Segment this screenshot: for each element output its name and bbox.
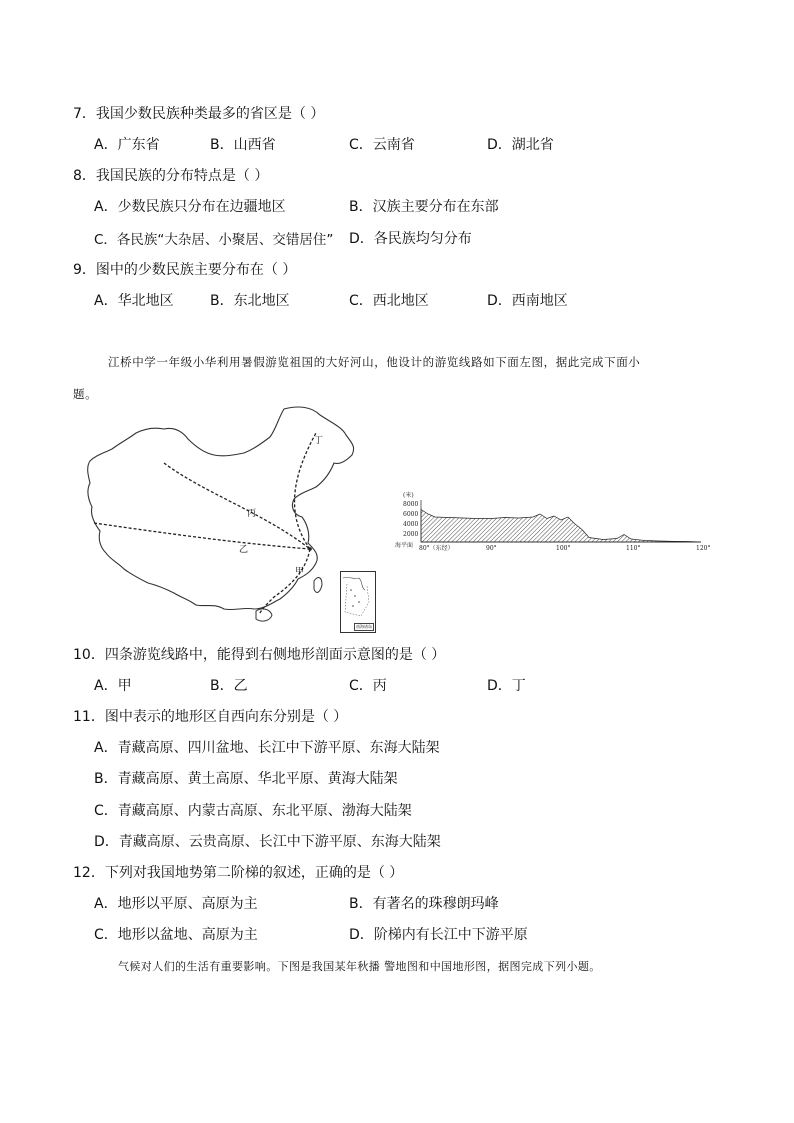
terrain-profile-svg [393, 490, 713, 552]
profile-baseline-label: 海平面 [395, 542, 414, 549]
taiwan-island [314, 578, 322, 593]
south-china-sea-inset [340, 571, 376, 633]
question-8-option-c: C．各民族“大杂居、小聚居、交错居住” [94, 232, 334, 248]
inset-island-dot [354, 595, 356, 597]
inset-coastline [343, 577, 365, 590]
profile-x-tick: 90° [486, 545, 497, 552]
terrain-profile [393, 490, 713, 552]
route-origin-point [308, 547, 312, 551]
question-7-option-a: A．广东省 [94, 137, 160, 153]
inset-islands-svg [341, 572, 375, 620]
inset-border-dashes [345, 584, 369, 616]
passage-1-line-2: 题。 [73, 387, 98, 401]
question-12-option-b: B．有著名的珠穆朗玛峰 [349, 896, 499, 912]
question-10-option-d: D．丁 [487, 678, 526, 694]
profile-x-tick: 80°（东经） [419, 545, 454, 552]
inset-caption: 南海诸岛 [356, 624, 372, 629]
question-11-option-c: C．青藏高原、内蒙古高原、东北平原、渤海大陆架 [94, 803, 412, 819]
question-8-option-d: D．各民族均匀分布 [349, 231, 472, 247]
question-10-option-b: B．乙 [210, 678, 248, 694]
question-10-option-a: A．甲 [94, 678, 132, 694]
question-7-stem: 7．我国少数民族种类最多的省区是（ ） [73, 106, 325, 122]
question-8-option-b: B．汉族主要分布在东部 [349, 199, 499, 215]
passage-1-line-1: 江桥中学一年级小华利用暑假游览祖国的大好河山，他设计的游览线路如下面左图，据此完成下面小 [108, 355, 641, 369]
question-12-option-a: A．地形以平原、高原为主 [94, 896, 258, 912]
question-8-stem: 8．我国民族的分布特点是（ ） [73, 168, 269, 184]
question-7-option-c: C．云南省 [349, 137, 415, 153]
question-7-option-b: B．山西省 [210, 137, 276, 153]
inset-island-dot [350, 589, 352, 591]
question-11-option-d: D．青藏高原、云贵高原、长江中下游平原、东海大陆架 [94, 834, 441, 850]
question-11-option-b: B．青藏高原、黄土高原、华北平原、黄海大陆架 [94, 771, 398, 787]
question-12-stem: 12．下列对我国地势第二阶梯的叙述，正确的是（ ） [73, 865, 404, 881]
route-label-yi: 乙 [239, 545, 249, 555]
profile-y-tick: 8000 [403, 501, 419, 508]
question-12-option-c: C．地形以盆地、高原为主 [94, 927, 258, 943]
route-jia [260, 549, 310, 613]
question-9-option-a: A．华北地区 [94, 293, 174, 309]
profile-x-tick-group [419, 544, 710, 552]
question-11-stem: 11．图中表示的地形区自西向东分别是（ ） [73, 709, 348, 725]
hainan-island [256, 609, 272, 621]
china-outline-svg [84, 403, 384, 633]
route-label-ding: 丁 [314, 436, 324, 446]
question-9-option-b: B．东北地区 [210, 293, 290, 309]
question-12-option-d: D．阶梯内有长江中下游平原 [349, 927, 528, 943]
profile-terrain-area [421, 510, 701, 543]
question-11-option-a: A．青藏高原、四川盆地、长江中下游平原、东海大陆架 [94, 740, 440, 756]
question-9-option-c: C．西北地区 [349, 293, 429, 309]
inset-island-dot [352, 605, 354, 607]
inset-island-dot [358, 601, 360, 603]
route-ding [295, 433, 316, 549]
china-route-map [84, 403, 384, 633]
profile-x-tick: 110° [626, 545, 641, 552]
question-9-option-d: D．西南地区 [487, 293, 568, 309]
question-8-option-a: A．少数民族只分布在边疆地区 [94, 199, 286, 215]
profile-unit: (米) [403, 492, 414, 499]
question-10-stem: 10．四条游览线路中，能得到右侧地形剖面示意图的是（ ） [73, 647, 446, 663]
profile-y-tick: 6000 [403, 511, 419, 518]
question-7-option-d: D．湖北省 [487, 137, 554, 153]
route-label-jia: 甲 [295, 567, 305, 577]
profile-y-tick: 2000 [403, 531, 419, 538]
route-label-bing: 丙 [247, 509, 257, 519]
profile-x-tick: 100° [556, 545, 571, 552]
profile-y-tick: 4000 [403, 521, 419, 528]
profile-x-tick: 120° [696, 545, 711, 552]
passage-2: 气候对人们的生活有重要影响。下图是我国某年秋播 警地图和中国地形图，据图完成下列小题。 [118, 960, 601, 973]
question-9-stem: 9．图中的少数民族主要分布在（ ） [73, 262, 297, 278]
question-10-option-c: C．丙 [349, 678, 387, 694]
